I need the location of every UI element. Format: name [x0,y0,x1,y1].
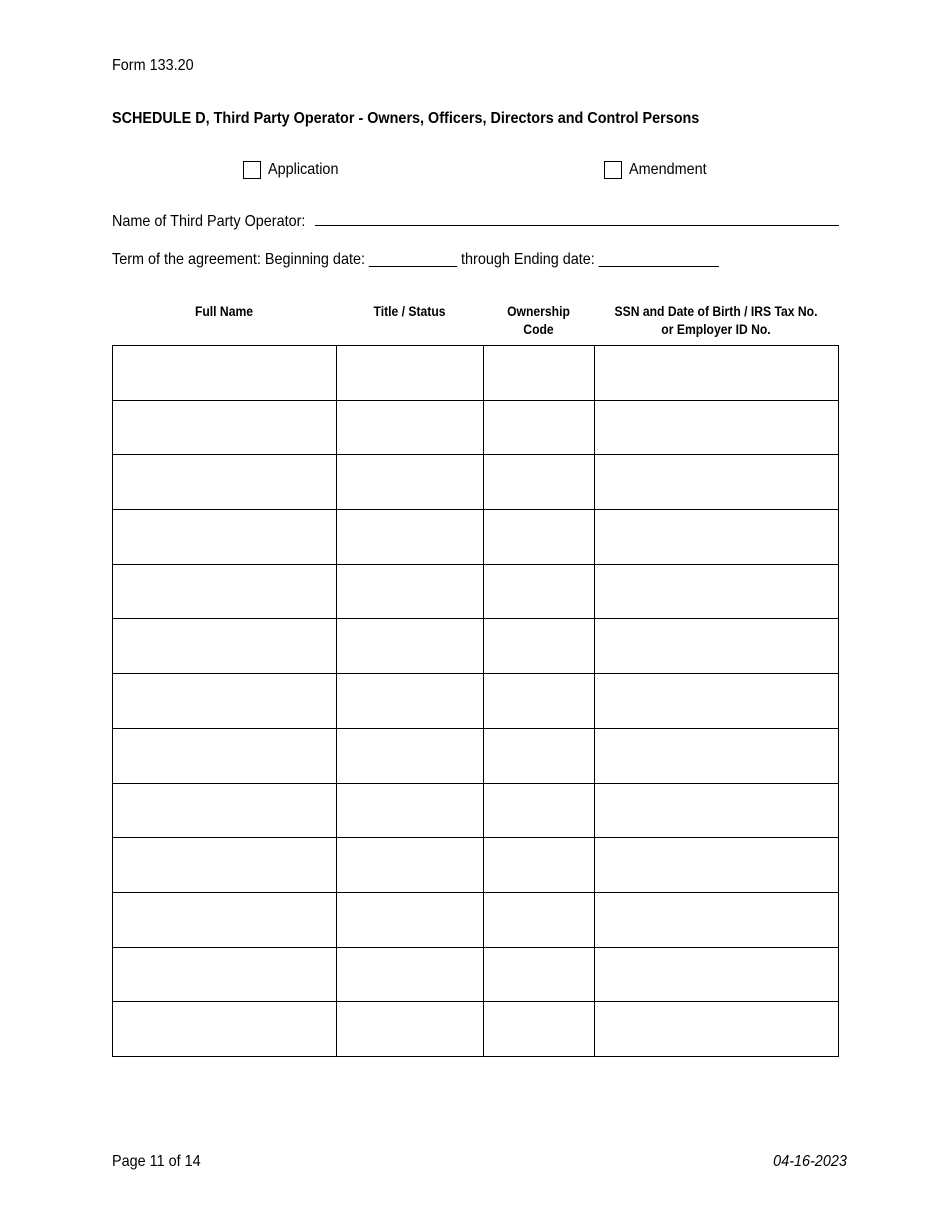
title-status-cell[interactable] [337,510,484,565]
table-row [113,838,839,893]
full-name-cell[interactable] [113,619,337,674]
column-header-title-status [343,303,475,321]
ownership-code-cell[interactable] [484,947,595,1002]
title-status-cell[interactable] [337,728,484,783]
ownership-code-cell[interactable] [484,564,595,619]
ownership-code-cell[interactable] [484,510,595,565]
ssn-cell[interactable] [595,674,839,729]
full-name-cell[interactable] [113,400,337,455]
title-status-cell[interactable] [337,783,484,838]
ssn-cell[interactable] [595,564,839,619]
column-header-ssn-line1: SSN and Date of Birth / IRS Tax No. [614,304,818,319]
title-status-cell[interactable] [337,346,484,401]
ssn-cell[interactable] [595,783,839,838]
ssn-cell[interactable] [595,619,839,674]
title-status-cell[interactable] [337,564,484,619]
table-row [113,455,839,510]
title-status-cell[interactable] [337,619,484,674]
title-status-cell[interactable] [337,455,484,510]
application-label: Application [268,161,339,178]
operator-name-row [112,209,839,231]
full-name-cell[interactable] [113,674,337,729]
ownership-code-cell[interactable] [484,346,595,401]
ssn-cell[interactable] [595,455,839,510]
table-row [113,619,839,674]
revision-date: 04-16-2023 [773,1153,847,1170]
title-status-cell[interactable] [337,947,484,1002]
table-row [113,564,839,619]
full-name-cell[interactable] [113,564,337,619]
amendment-checkbox[interactable] [604,161,622,179]
full-name-cell[interactable] [113,892,337,947]
application-checkbox[interactable] [243,161,261,179]
schedule-title: SCHEDULE D, Third Party Operator - Owners, Officers, Directors and Control Persons [112,110,700,127]
table-row [113,346,839,401]
operator-name-label: Name of Third Party Operator: [112,213,306,230]
full-name-cell[interactable] [113,838,337,893]
ssn-cell[interactable] [595,838,839,893]
title-status-cell[interactable] [337,674,484,729]
ssn-cell[interactable] [595,947,839,1002]
column-header-ownership-line1: Ownership [507,304,570,319]
column-header-ownership-line2: Code [523,322,554,337]
ownership-code-cell[interactable] [484,619,595,674]
operator-name-field[interactable] [315,225,839,226]
full-name-cell[interactable] [113,947,337,1002]
ownership-code-cell[interactable] [484,1002,595,1057]
page-number: Page 11 of 14 [112,1153,201,1170]
column-header-full-name [123,303,325,321]
form-number: Form 133.20 [112,57,194,74]
ownership-code-cell[interactable] [484,892,595,947]
table-row [113,892,839,947]
persons-table [112,345,839,1057]
ownership-code-cell[interactable] [484,455,595,510]
table-row [113,400,839,455]
ssn-cell[interactable] [595,400,839,455]
title-status-cell[interactable] [337,892,484,947]
amendment-option[interactable] [604,161,715,179]
column-header-full-name-text: Full Name [194,304,254,319]
application-option[interactable] [243,161,346,179]
column-header-ownership-code [489,303,589,339]
title-status-cell[interactable] [337,838,484,893]
full-name-cell[interactable] [113,346,337,401]
ownership-code-cell[interactable] [484,783,595,838]
ownership-code-cell[interactable] [484,838,595,893]
persons-table-body [113,346,839,1057]
ssn-cell[interactable] [595,510,839,565]
ssn-cell[interactable] [595,346,839,401]
amendment-label: Amendment [629,161,707,178]
full-name-cell[interactable] [113,455,337,510]
table-row [113,1002,839,1057]
table-row [113,510,839,565]
table-row [113,674,839,729]
ssn-cell[interactable] [595,892,839,947]
title-status-cell[interactable] [337,1002,484,1057]
full-name-cell[interactable] [113,510,337,565]
column-header-title-status-text: Title / Status [373,304,446,319]
ssn-cell[interactable] [595,728,839,783]
ssn-cell[interactable] [595,1002,839,1057]
title-status-cell[interactable] [337,400,484,455]
full-name-cell[interactable] [113,728,337,783]
table-row [113,728,839,783]
ownership-code-cell[interactable] [484,728,595,783]
ownership-code-cell[interactable] [484,674,595,729]
column-header-ssn [606,303,826,339]
full-name-cell[interactable] [113,1002,337,1057]
full-name-cell[interactable] [113,783,337,838]
table-row [113,783,839,838]
table-row [113,947,839,1002]
ownership-code-cell[interactable] [484,400,595,455]
column-header-ssn-line2: or Employer ID No. [661,322,771,337]
agreement-term-line[interactable]: Term of the agreement: Beginning date: ___________ through Ending date: _______________ [112,251,719,268]
